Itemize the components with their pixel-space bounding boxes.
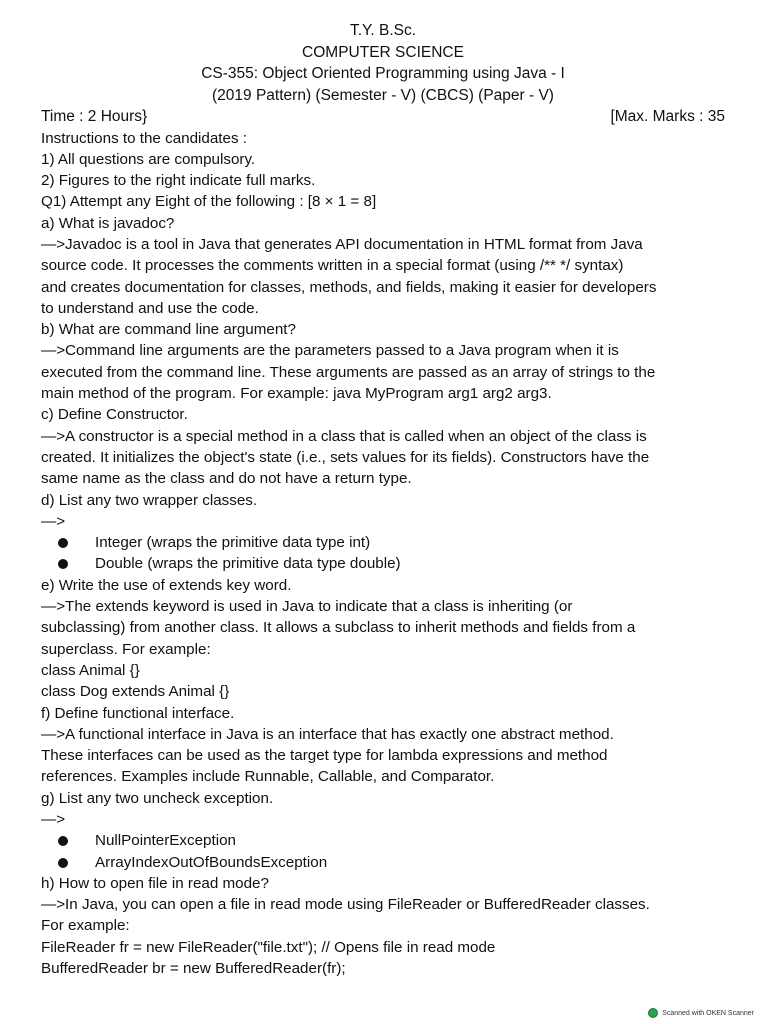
instruction-item: 1) All questions are compulsory.	[41, 150, 256, 168]
exam-paper	[41, 20, 725, 979]
bullet-item: NullPointerException	[41, 830, 725, 851]
question-1-heading: Q1) Attempt any Eight of the following : [8 × 1 = 8]	[41, 193, 377, 211]
max-marks: [Max. Marks : 35	[610, 108, 725, 125]
instruction-item: 2) Figures to the right indicate full marks.	[41, 172, 316, 190]
answer-line: and creates documentation for classes, methods, and fields, making it easier for developers	[41, 278, 657, 296]
scanner-text: Scanned with OKEN Scanner	[662, 1009, 754, 1017]
answer-line: superclass. For example:	[41, 640, 211, 658]
answer-line: —>Command line arguments are the parameters passed to a Java program when it is	[41, 342, 619, 360]
course-level: T.Y. B.Sc.	[349, 22, 417, 39]
answer-line: —>A constructor is a special method in a class that is called when an object of the class is	[41, 427, 647, 445]
answer-line: For example:	[41, 917, 130, 935]
scanner-watermark	[648, 1008, 754, 1018]
answer-line: main method of the program. For example: java MyProgram arg1 arg2 arg3.	[41, 385, 552, 403]
answer-line: —>A functional interface in Java is an interface that has exactly one abstract method.	[41, 725, 614, 743]
paper-pattern: (2019 Pattern) (Semester - V) (CBCS) (Paper - V)	[212, 86, 554, 104]
paper-title: CS-355: Object Oriented Programming using Java - I	[201, 65, 565, 82]
question-f: f) Define functional interface.	[41, 704, 235, 722]
question-g: g) List any two uncheck exception.	[41, 789, 274, 807]
answer-arrow: —>	[41, 811, 66, 828]
code-line: class Animal {}	[41, 661, 140, 679]
answer-line: —>The extends keyword is used in Java to indicate that a class is inheriting (or	[41, 598, 573, 616]
answer-line: —>In Java, you can open a file in read mode using FileReader or BufferedReader classes.	[41, 896, 650, 914]
bullet-item: ArrayIndexOutOfBoundsException	[41, 852, 725, 873]
time-allowed: Time : 2 Hours}	[41, 108, 148, 125]
code-line: FileReader fr = new FileReader("file.txt"); // Opens file in read mode	[41, 938, 496, 956]
question-b: b) What are command line argument?	[41, 321, 296, 339]
question-d: d) List any two wrapper classes.	[41, 491, 258, 509]
code-line: BufferedReader br = new BufferedReader(fr);	[41, 960, 346, 978]
answer-line: subclassing) from another class. It allows a subclass to inherit methods and fields from a	[41, 619, 636, 637]
answer-arrow: —>	[41, 512, 66, 530]
question-e: e) Write the use of extends key word.	[41, 576, 292, 594]
question-a: a) What is javadoc?	[41, 214, 175, 232]
question-c: c) Define Constructor.	[41, 406, 188, 424]
time-marks-row	[41, 106, 725, 128]
answer-line: executed from the command line. These arguments are passed as an array of strings to the	[41, 363, 656, 381]
answer-line: These interfaces can be used as the target type for lambda expressions and method	[41, 747, 608, 765]
answer-line: same name as the class and do not have a return type.	[41, 470, 412, 488]
bullet-item: Integer (wraps the primitive data type int)	[41, 532, 725, 553]
code-line: class Dog extends Animal {}	[41, 683, 230, 701]
answer-line: created. It initializes the object's state (i.e., sets values for its fields). Constructors have the	[41, 448, 650, 466]
answer-line: to understand and use the code.	[41, 299, 259, 317]
question-h: h) How to open file in read mode?	[41, 874, 269, 892]
instructions-title: Instructions to the candidates :	[41, 129, 247, 147]
answer-line: references. Examples include Runnable, Callable, and Comparator.	[41, 768, 495, 786]
answer-line: source code. It processes the comments written in a special format (using /** */ syntax)	[41, 257, 624, 275]
bullet-item: Double (wraps the primitive data type double)	[41, 553, 725, 574]
subject: COMPUTER SCIENCE	[302, 43, 464, 61]
answer-line: —>Javadoc is a tool in Java that generates API documentation in HTML format from Java	[41, 235, 643, 253]
scanner-logo-icon	[648, 1008, 658, 1018]
